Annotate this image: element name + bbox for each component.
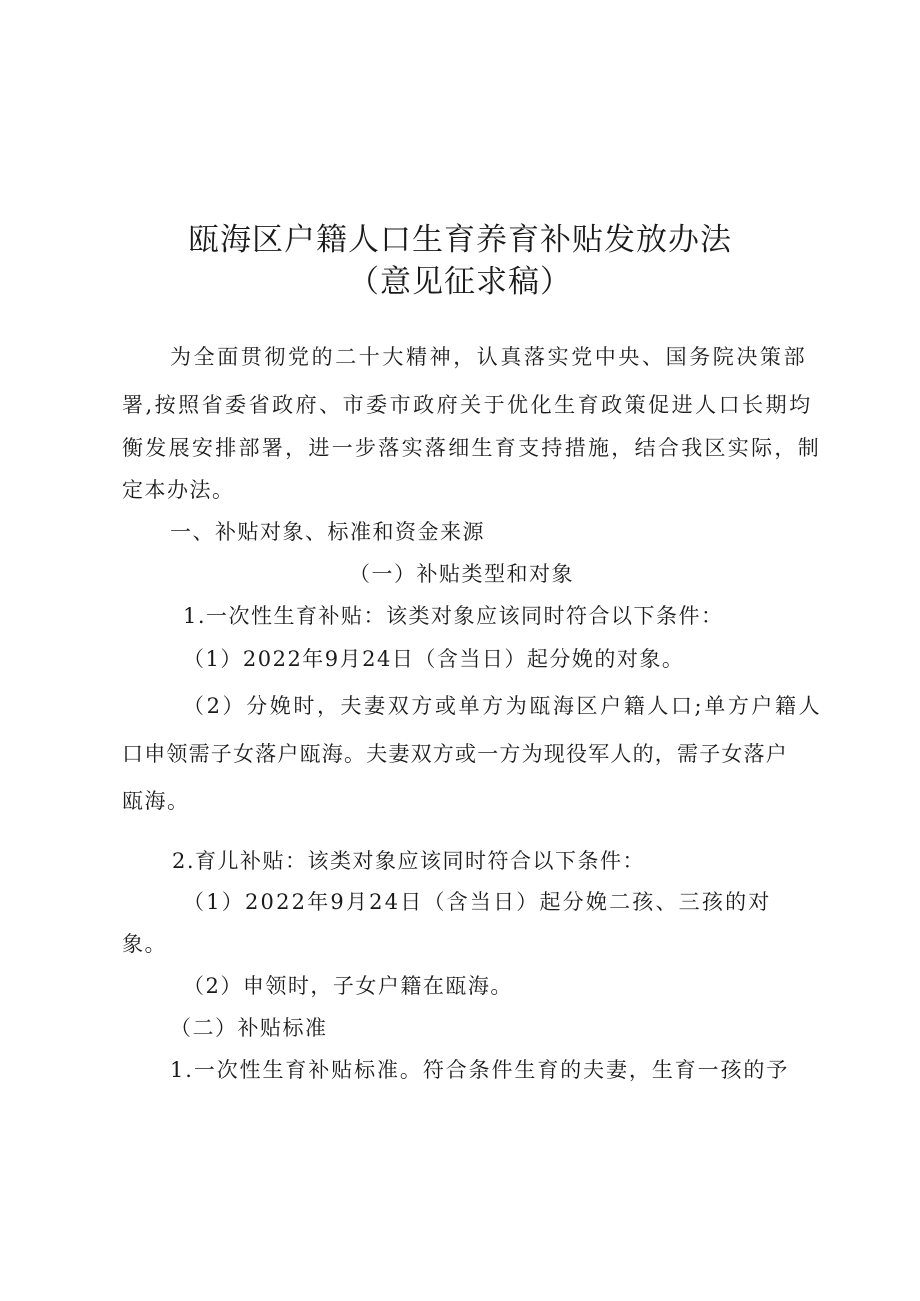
body-line: 署,按照省委省政府、市委市政府关于优化生育政策促进人口长期均 [122, 393, 813, 417]
body-line: 定本办法。 [122, 478, 235, 502]
body-line: （1）2022年9月24日（含当日）起分娩的对象。 [183, 647, 685, 671]
section-heading: 一、补贴对象、标准和资金来源 [170, 520, 485, 544]
body-line: （2）申领时，子女户籍在瓯海。 [183, 974, 513, 998]
body-line: 象。 [122, 932, 167, 956]
subsection-heading: （二）补贴标准 [170, 1016, 328, 1040]
subsection-heading: （一）补贴类型和对象 [349, 562, 574, 586]
body-line: 瓯海。 [122, 789, 190, 813]
body-line: 衡发展安排部署，进一步落实落细生育支持措施，结合我区实际，制 [122, 436, 821, 460]
body-line: （2）分娩时，夫妻双方或单方为瓯海区户籍人口;单方户籍人 [183, 694, 823, 718]
document-title: 瓯海区户籍人口生育养育补贴发放办法 [188, 222, 732, 258]
body-line: 1.一次性生育补贴：该类对象应该同时符合以下条件： [183, 604, 724, 628]
document-subtitle: （意见征求稿） [348, 264, 572, 300]
body-line: （1）2022年9月24日（含当日）起分娩二孩、三孩的对 [183, 890, 772, 914]
body-line: 2.育儿补贴：该类对象应该同时符合以下条件： [172, 849, 646, 873]
body-line: 为全面贯彻党的二十大精神，认真落实党中央、国务院决策部 [170, 345, 808, 369]
body-line: 口申领需子女落户瓯海。夫妻双方或一方为现役军人的，需子女落户 [122, 742, 788, 766]
body-line: 1.一次性生育补贴标准。符合条件生育的夫妻，生育一孩的予 [170, 1058, 790, 1082]
